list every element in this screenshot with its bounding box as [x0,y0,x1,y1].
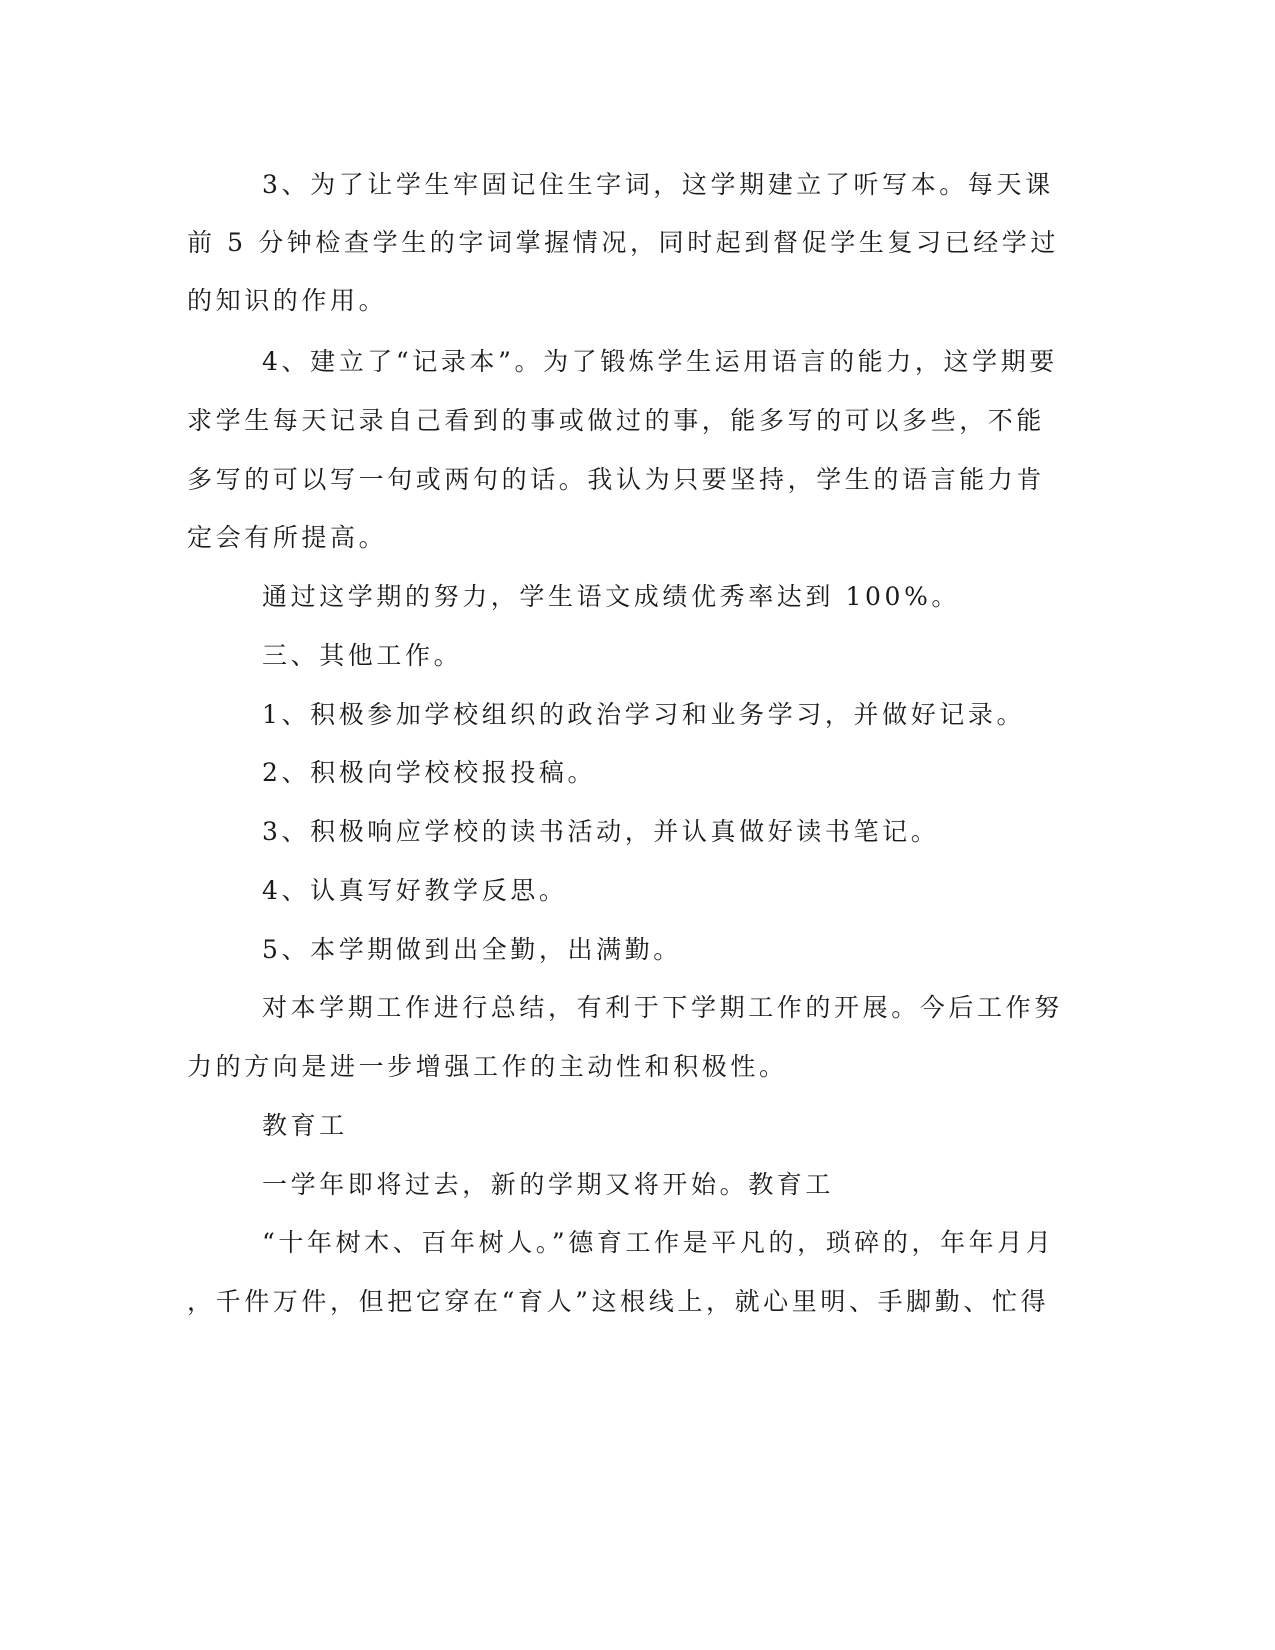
text-line: 3、积极响应学校的读书活动，并认真做好读书笔记。 [262,817,940,846]
text-line: 三、其他工作。 [262,641,463,670]
text-line: 4、建立了“记录本”。为了锻炼学生运用语言的能力，这学期要 [262,347,1058,376]
text-line: 多写的可以写一句或两句的话。我认为只要坚持，学生的语言能力肯 [187,465,1046,494]
text-line: 通过这学期的努力，学生语文成绩优秀率达到 100%。 [262,582,961,611]
text-line: 5、本学期做到出全勤，出满勤。 [262,935,682,964]
text-line: 一学年即将过去，新的学期又将开始。教育工 [262,1170,835,1199]
text-line: 的知识的作用。 [187,286,388,315]
text-line: 2、积极向学校校报投稿。 [262,758,597,787]
text-line: 前 5 分钟检查学生的字词掌握情况，同时起到督促学生复习已经学过 [187,228,1060,257]
text-line: 求学生每天记录自己看到的事或做过的事，能多写的可以多些，不能 [187,406,1046,435]
text-line: ，千件万件，但把它穿在“育人”这根线上，就心里明、手脚勤、忙得 [187,1287,1050,1316]
text-line: 力的方向是进一步增强工作的主动性和积极性。 [187,1052,788,1081]
text-line: “十年树木、百年树人。”德育工作是平凡的，琐碎的，年年月月 [262,1228,1055,1257]
text-line: 3、为了让学生牢固记住生字词，这学期建立了听写本。每天课 [262,170,1054,199]
text-line: 教育工 [262,1111,348,1140]
text-line: 对本学期工作进行总结，有利于下学期工作的开展。今后工作努 [262,993,1063,1022]
text-line: 4、认真写好教学反思。 [262,876,568,905]
text-line: 定会有所提高。 [187,523,388,552]
text-line: 1、积极参加学校组织的政治学习和业务学习，并做好记录。 [262,700,1026,729]
